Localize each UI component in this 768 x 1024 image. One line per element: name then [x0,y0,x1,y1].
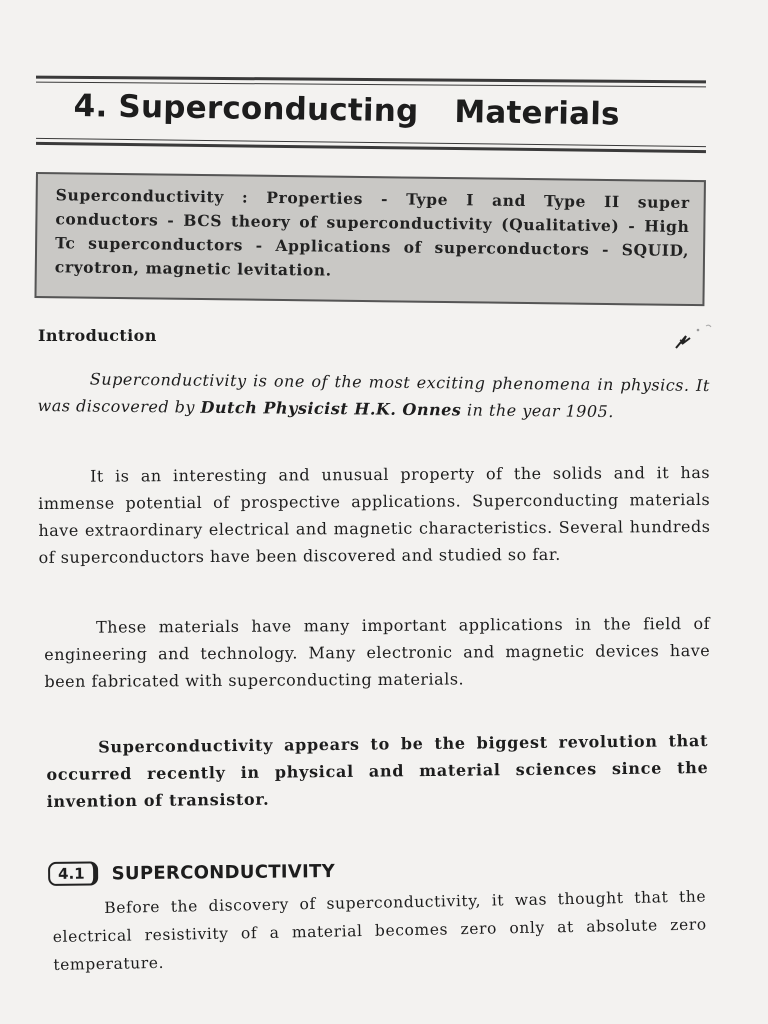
chapter-header [36,78,706,158]
intro-p1-text-b: in the year 1905. [461,400,614,422]
chapter-syllabus-box: Superconductivity : Properties - Type I and Type II super conductors - BCS theory of superconductivity (Qualitative) - High Tc superconductors - Applications of superconductors - SQUID, cryotron, magnetic levitation. [34,172,705,306]
section-number-badge: 4.1 [48,861,98,886]
discoverer-name: Dutch Physicist H.K. Onnes [200,397,462,420]
chapter-title-word1: Superconducting [118,88,419,130]
chapter-number: 4. [73,88,108,125]
chapter-title [73,88,713,134]
introduction-paragraph-2: It is an interesting and unusual property of the solids and it has immense potential of prospective applications. Superconducting materials have extraordinary electrical and magnetic characteristics. Several hundreds of superconductors have been discovered and studied so far. [38,462,711,567]
section-heading-4-1 [48,856,648,886]
introduction-paragraph-4: Superconductivity appears to be the biggest revolution that occurred recently in physical and material sciences since the invention of transistor. [46,731,709,811]
section-title: SUPERCONDUCTIVITY [111,860,336,884]
pen-mark-icon [672,322,722,352]
section-4-1-paragraph-1: Before the discovery of superconductivity, it was thought that the electrical resistivity of a material becomes zero only at absolute zero temperature. [52,887,707,974]
introduction-paragraph-1 [37,365,710,426]
introduction-paragraph-3: These materials have many important applications in the field of engineering and technology. Many electronic and magnetic devices have been fabricated with superconducting materials. [44,613,711,691]
chapter-title-word2: Materials [454,93,620,133]
introduction-heading: Introduction [38,326,157,345]
intro-p1-text-a: Superconductivity is one of the most exciting phenomena in physics. It was discovered by [37,369,710,417]
header-rule-bottom [36,142,706,153]
